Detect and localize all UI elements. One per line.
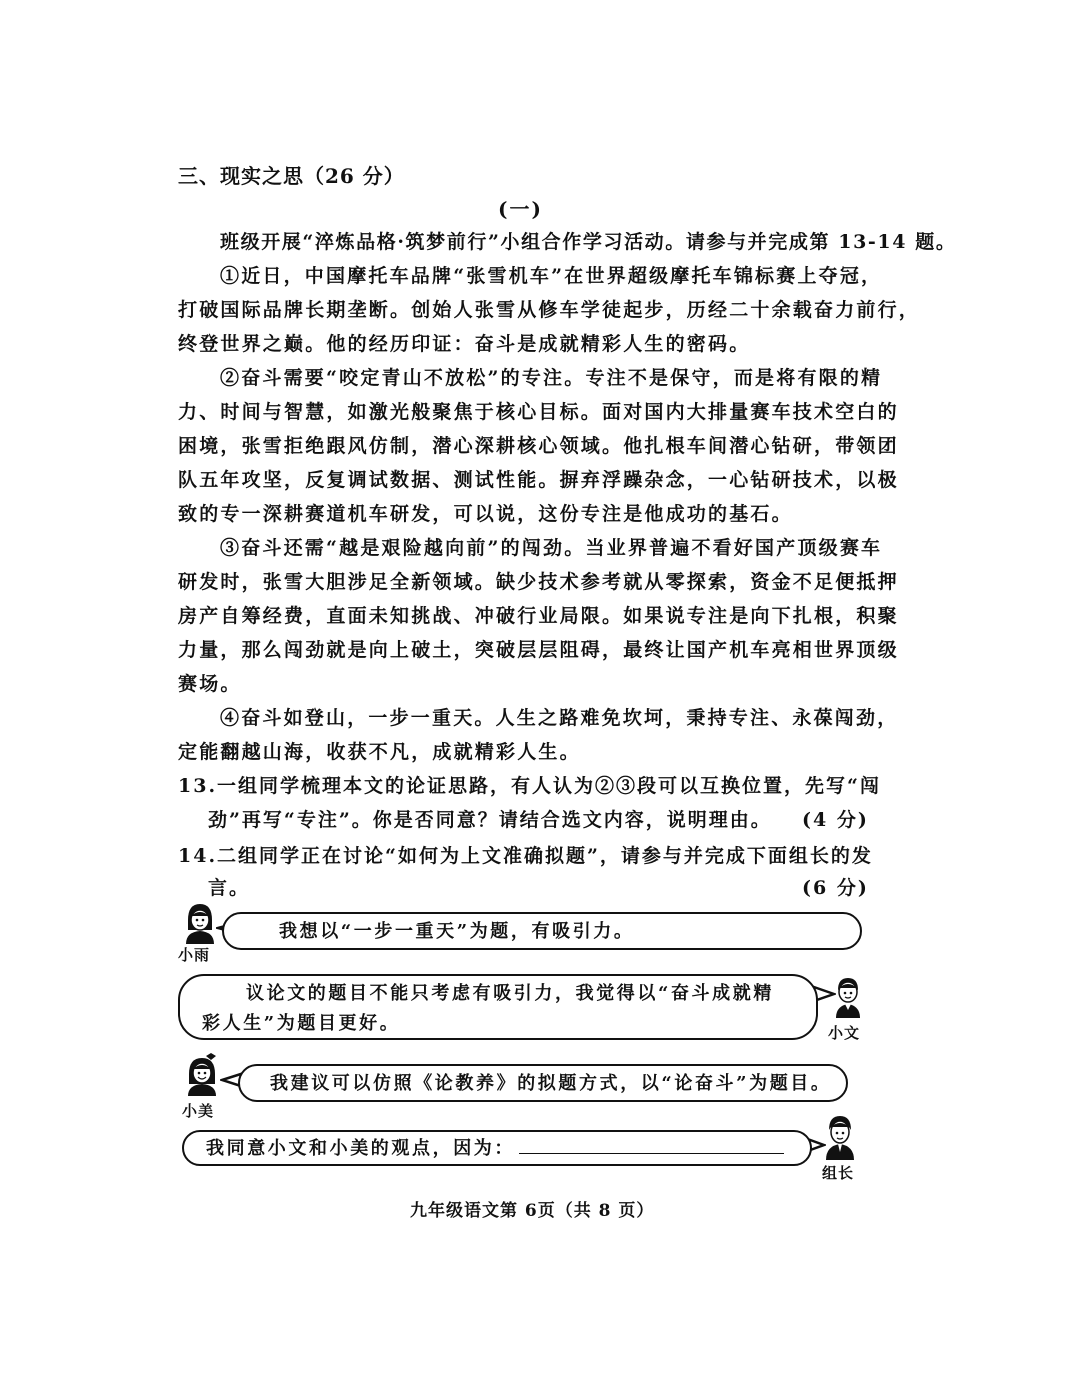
question-13-points: (4 分) xyxy=(802,809,869,831)
passage-line: 力、时间与智慧，如激光般聚焦于核心目标。面对国内大排量赛车技术空白的 xyxy=(178,401,899,423)
speech-text-xiaowen-line2: 彩人生”为题目更好。 xyxy=(202,1013,401,1034)
passage-line: ①近日，中国摩托车品牌“张雪机车”在世界超级摩托车锦标赛上夺冠， xyxy=(220,265,883,287)
speech-bubble-xiaomei xyxy=(238,1064,848,1102)
speech-text-xiaoyu: 我想以“一步一重天”为题，有吸引力。 xyxy=(279,921,635,942)
answer-blank[interactable] xyxy=(519,1135,784,1154)
speech-text-xiaowen-line1: 议论文的题目不能只考虑有吸引力，我觉得以“奋斗成就精 xyxy=(246,983,774,1004)
passage-line: 房产自筹经费，直面未知挑战、冲破行业局限。如果说专注是向下扎根，积聚 xyxy=(178,605,899,627)
question-14-line2: 言。 xyxy=(208,877,251,899)
speech-text-xiaomei: 我建议可以仿照《论教养》的拟题方式，以“论奋斗”为题目。 xyxy=(270,1073,832,1094)
passage-line: 定能翻越山海，收获不凡，成就精彩人生。 xyxy=(178,741,581,763)
passage-line: 终登世界之巅。他的经历印证：奋斗是成就精彩人生的密码。 xyxy=(178,333,751,355)
page-footer: 九年级语文第 6页（共 8 页） xyxy=(410,1201,655,1221)
speaker-label-xiaowen: 小文 xyxy=(828,1024,861,1042)
speech-bubble-xiaowen xyxy=(178,974,818,1040)
speech-bubble-xiaoyu xyxy=(222,912,862,950)
passage-line: 困境，张雪拒绝跟风仿制，潜心深耕核心领域。他扎根车间潜心钻研，带领团 xyxy=(178,435,899,457)
passage-line: ③奋斗还需“越是艰险越向前”的闯劲。当业界普遍不看好国产顶级赛车 xyxy=(220,537,883,559)
speech-text-group-leader: 我同意小文和小美的观点，因为： xyxy=(206,1138,515,1159)
passage-line: 队五年攻坚，反复调试数据、测试性能。摒弃浮躁杂念，一心钻研技术，以极 xyxy=(178,469,899,491)
question-13-line1: 13.一组同学梳理本文的论证思路，有人认为②③段可以互换位置，先写“闯 xyxy=(178,775,881,797)
intro-text: 班级开展“淬炼品格·筑梦前行”小组合作学习活动。请参与并完成第 13-14 题。 xyxy=(220,231,957,253)
part-title: (一) xyxy=(498,197,543,221)
girl-with-bow-avatar-icon xyxy=(180,1052,224,1096)
question-14-line1: 14.二组同学正在讨论“如何为上文准确拟题”，请参与并完成下面组长的发 xyxy=(178,845,873,867)
passage-line: 打破国际品牌长期垄断。创始人张雪从修车学徒起步，历经二十余载奋力前行， xyxy=(178,299,921,321)
speech-bubble-group-leader xyxy=(182,1130,812,1166)
question-13-line2: 劲”再写“专注”。你是否同意？请结合选文内容，说明理由。 xyxy=(208,809,772,831)
passage-line: 赛场。 xyxy=(178,673,242,695)
passage-line: 致的专一深耕赛道机车研发，可以说，这份专注是他成功的基石。 xyxy=(178,503,793,525)
question-14-points: (6 分) xyxy=(802,877,869,899)
speaker-label-xiaoyu: 小雨 xyxy=(178,946,211,964)
passage-line: ④奋斗如登山，一步一重天。人生之路难免坎坷，秉持专注、永葆闯劲， xyxy=(220,707,899,729)
passage-line: 研发时，张雪大胆涉足全新领域。缺少技术参考就从零探索，资金不足便抵押 xyxy=(178,571,899,593)
speaker-label-xiaomei: 小美 xyxy=(182,1102,215,1120)
passage-line: ②奋斗需要“咬定青山不放松”的专注。专注不是保守，而是将有限的精 xyxy=(220,367,883,389)
speaker-label-group-leader: 组长 xyxy=(822,1164,855,1182)
passage-line: 力量，那么闯劲就是向上破土，突破层层阻碍，最终让国产机车亮相世界顶级 xyxy=(178,639,899,661)
section-title: 三、现实之思（26 分） xyxy=(178,164,405,188)
